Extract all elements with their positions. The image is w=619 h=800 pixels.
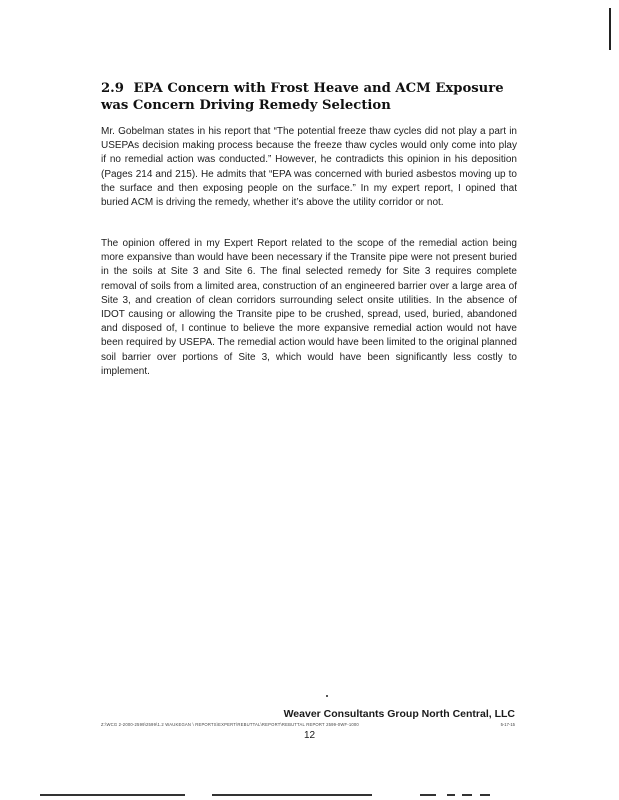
page-number: 12 [303,730,316,741]
paragraph-1: Mr. Gobelman states in his report that “The potential freeze thaw cycles did not play a part in USEPAs decision making process because the freeze thaw cycles would only come into play if no remedial action was conducted.” However, he contradicts this opinion in his deposition (Pages 214 and 215). He admits that “EPA was concerned with buried asbestos moving up to the surface and then exposing people on the surface.” In my expert report, I opined that buried ACM is driving the remedy, whether it’s above the utility corridor or not. [101,126,517,209]
footer-dot [326,695,328,697]
scan-bottom-line [420,794,436,796]
scan-bottom-line [40,794,185,796]
section-number: 2.9 [101,81,124,96]
scan-bottom-line [212,794,372,796]
section-title: EPA Concern with Frost Heave and ACM Exposure was Concern Driving Remedy Selection [101,81,504,113]
scan-edge-line [609,8,611,50]
scan-bottom-line [462,794,472,796]
scan-bottom-line [447,794,455,796]
footer-file-path: Z:\WCG 2-2000-2599\2599\1.2 WAUKEGAN \ REPORTS\EXPERT\REBUTTAL\REPORT\REBUTTAL REPORT 2599-0WF-1000 [101,722,359,727]
footer-date: 5-17-15 [500,722,515,727]
scan-bottom-line [480,794,490,796]
footer-company: Weaver Consultants Group North Central, LLC [283,708,515,720]
paragraph-2: The opinion offered in my Expert Report related to the scope of the remedial action being more expansive than would have been necessary if the Transite pipe were not present buried in the soils at Site 3 and Site 6. The final selected remedy for Site 3 requires complete removal of soils from a limited area, construction of an engineered barrier over a large area of Site 3, and creation of clean corridors surrounding select onsite utilities. In the absence of IDOT causing or allowing the Transite pipe to be crushed, spread, used, buried, abandoned and disposed of, I continue to believe the more expansive remedial action would not have been required by USEPA. The remedial action would have been limited to the original planned soil barrier over portions of Site 3, which would have been significantly less costly to implement. [101,238,517,377]
section-heading [101,80,521,114]
